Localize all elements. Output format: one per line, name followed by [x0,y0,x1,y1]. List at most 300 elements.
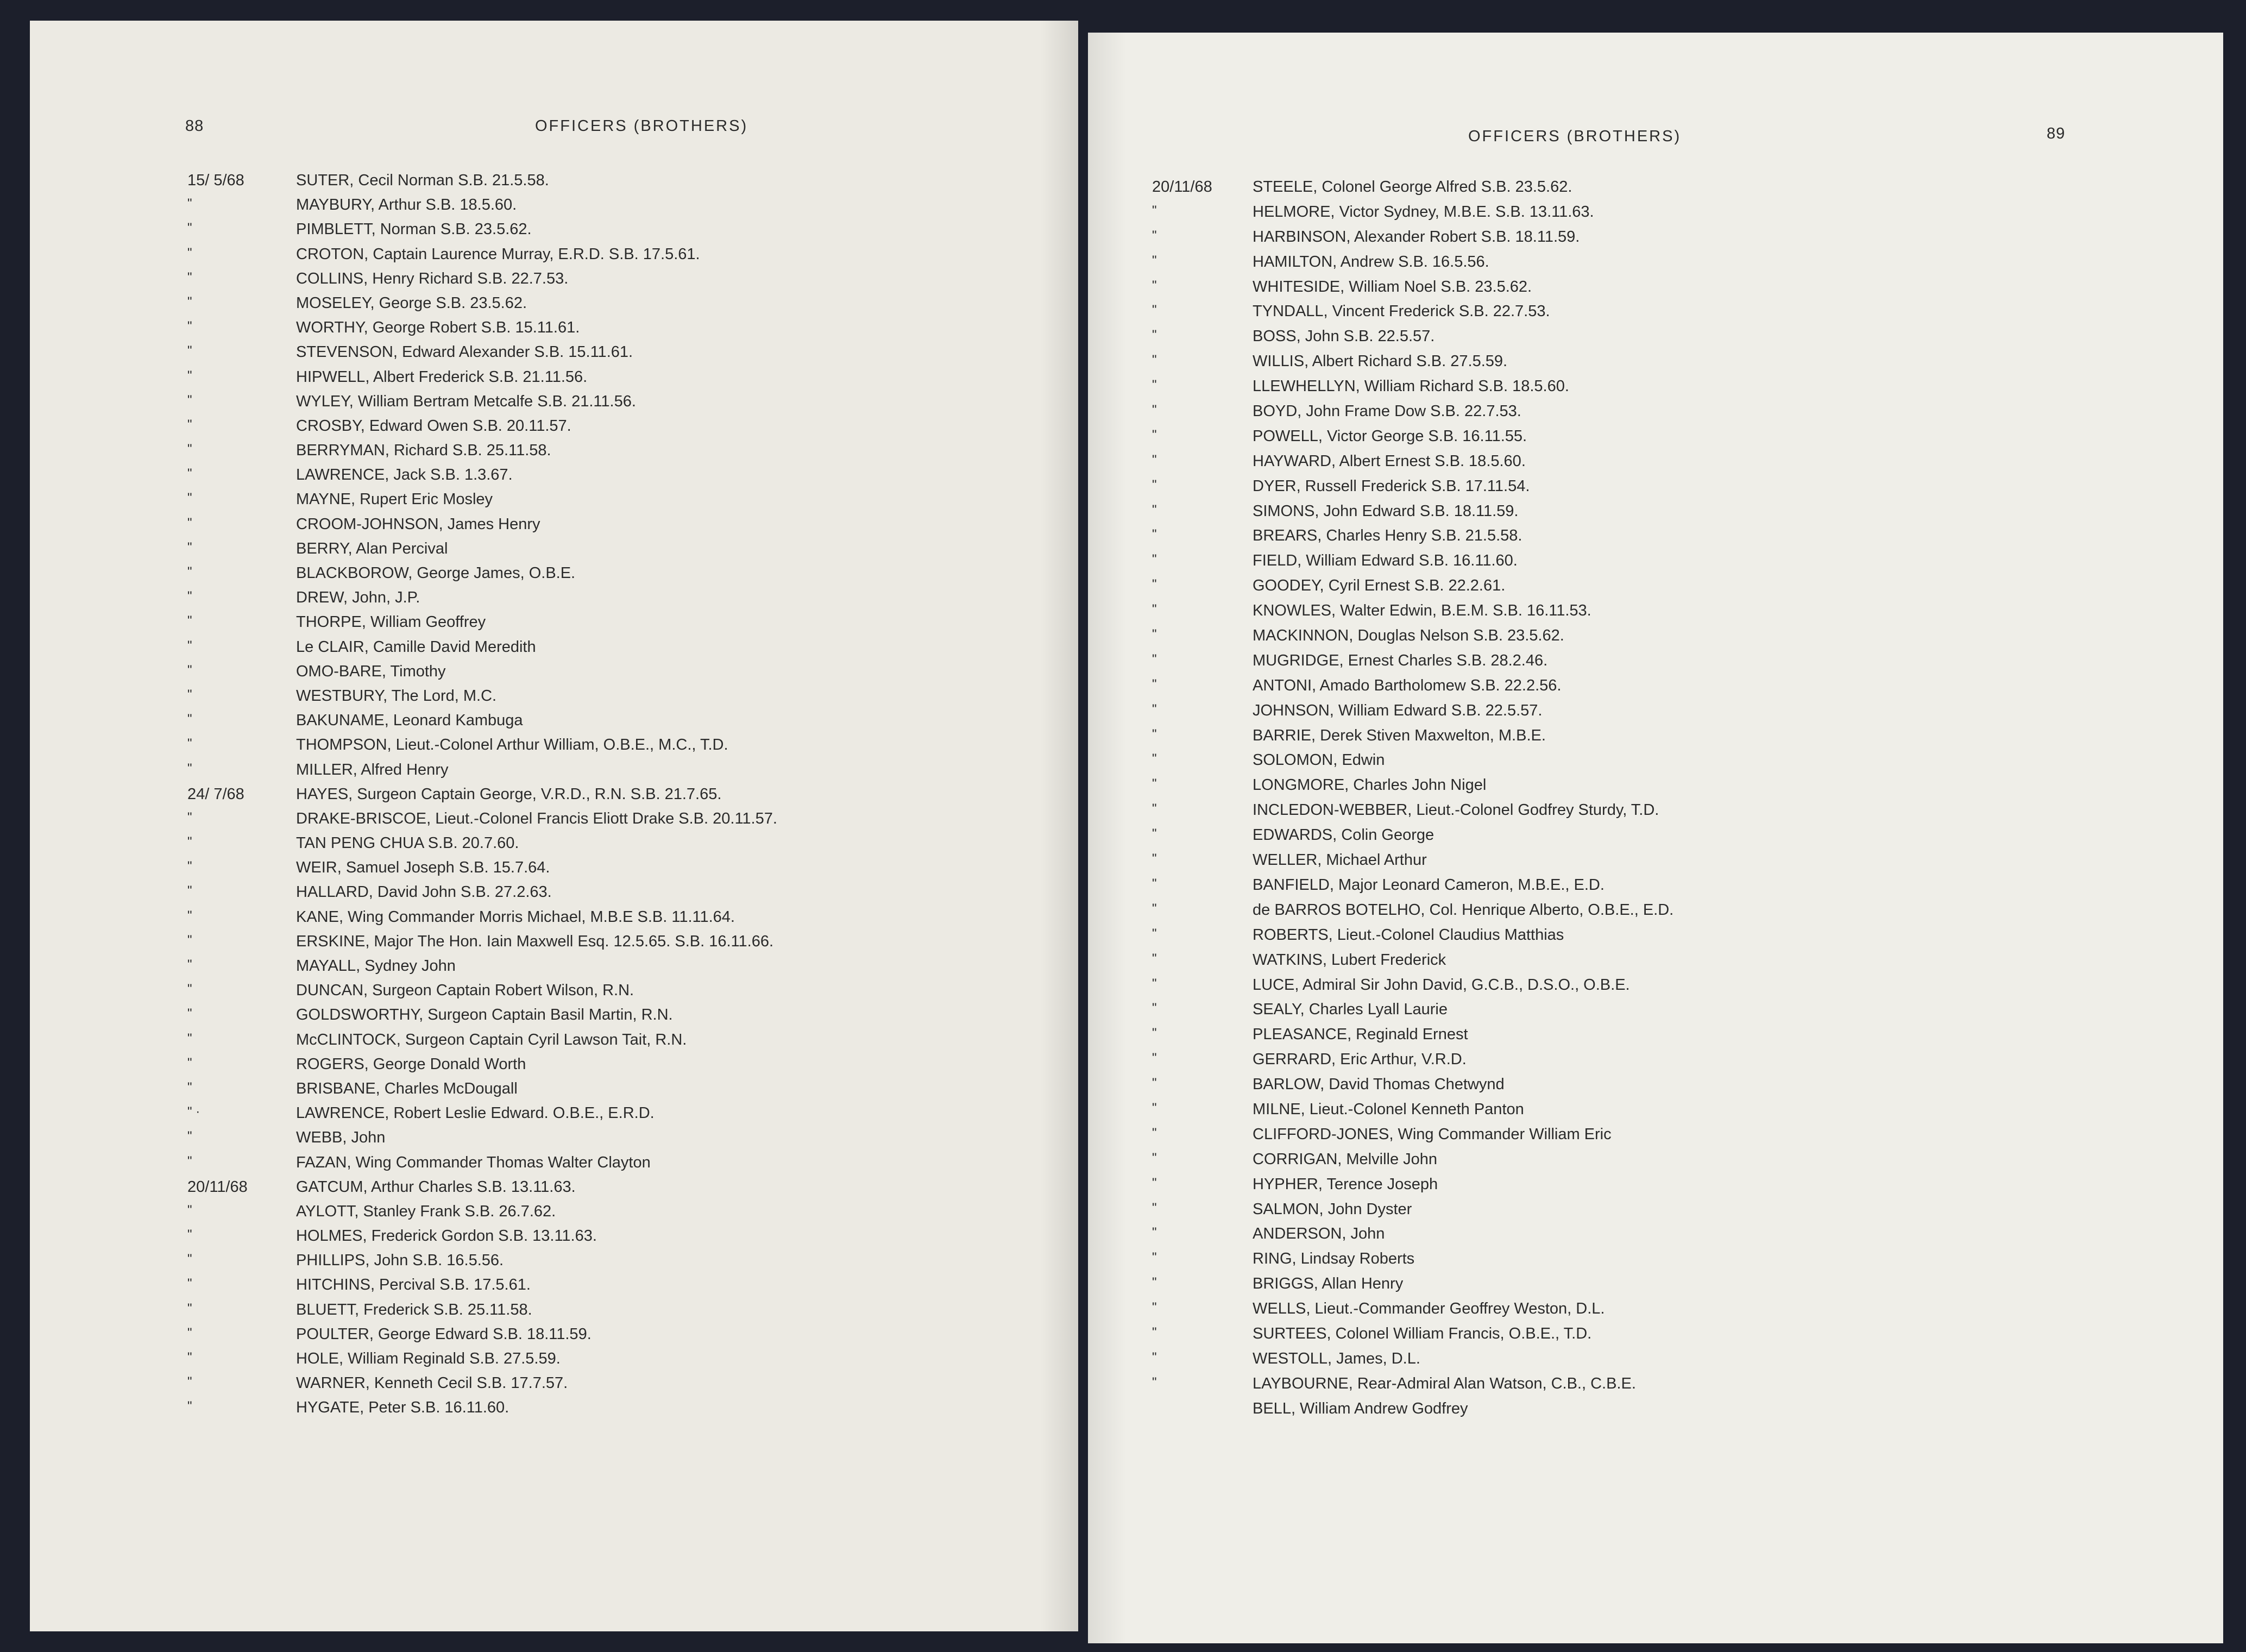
officer-entry [1088,1275,2207,1300]
entry-name: MAYALL, Sydney John [296,957,456,975]
entry-date: " [187,932,192,947]
entry-date: " [1152,477,1157,492]
entry-name: POULTER, George Edward S.B. 18.11.59. [296,1325,592,1343]
entry-name: STEELE, Colonel George Alfred S.B. 23.5.62. [1253,178,1572,196]
entry-date: " [1152,1100,1157,1115]
officer-entry [1088,228,2207,253]
entry-name: WATKINS, Lubert Frederick [1253,951,1446,969]
entry-name: HYGATE, Peter S.B. 16.11.60. [296,1399,509,1417]
entry-date: " [187,392,192,407]
entry-name: JOHNSON, William Edward S.B. 22.5.57. [1253,701,1543,719]
officer-entry [1088,876,2207,901]
entry-date: " [1152,403,1157,418]
entry-date: " [187,1006,192,1021]
entry-name: de BARROS BOTELHO, Col. Henrique Alberto, O.B.E., E.D. [1253,901,1674,919]
entry-name: THORPE, William Geoffrey [296,613,486,631]
entry-name: ANDERSON, John [1253,1225,1385,1243]
entry-date: " [1152,577,1157,592]
entry-date: 20/11/68 [187,1178,248,1196]
entry-name: HALLARD, David John S.B. 27.2.63. [296,883,552,901]
entry-date: " [187,687,192,702]
entry-date: " [187,1252,192,1267]
entry-name: THOMPSON, Lieut.-Colonel Arthur William, O.B.E., M.C., T.D. [296,736,728,754]
officer-entry [30,1399,1062,1423]
entry-name: CROTON, Captain Laurence Murray, E.R.D. S.B. 17.5.61. [296,245,700,263]
officer-entry [1088,652,2207,677]
officer-entry [1088,428,2207,453]
entry-name: AYLOTT, Stanley Frank S.B. 26.7.62. [296,1202,556,1220]
officer-entry [30,294,1062,319]
entry-date: " [187,196,192,211]
entry-name: BERRYMAN, Richard S.B. 25.11.58. [296,442,551,460]
entry-date: " [187,1153,192,1169]
entry-date: " [187,662,192,677]
officer-entry [30,1178,1062,1203]
entry-date: " [187,491,192,506]
officer-entry [1088,926,2207,951]
entry-name: DYER, Russell Frederick S.B. 17.11.54. [1253,477,1530,495]
entry-date: " [187,515,192,530]
entry-name: GOODEY, Cyril Ernest S.B. 22.2.61. [1253,577,1506,595]
entry-date: " [1152,278,1157,293]
officer-entry [30,1276,1062,1301]
entry-date: " [1152,228,1157,243]
entry-name: LAWRENCE, Jack S.B. 1.3.67. [296,466,513,484]
officer-entry [30,319,1062,343]
officer-entry [1088,627,2207,652]
entry-date: " [187,1399,192,1414]
entry-name: TYNDALL, Vincent Frederick S.B. 22.7.53. [1253,303,1550,321]
entry-date: 20/11/68 [1152,178,1212,196]
entry-date: " [187,834,192,850]
entry-date: 15/ 5/68 [187,172,244,189]
officer-entry [30,491,1062,515]
entry-date: " [1152,452,1157,467]
entry-name: SOLOMON, Edwin [1253,751,1385,769]
officer-entry [1088,178,2207,203]
officer-entry [1088,403,2207,428]
entry-name: GERRARD, Eric Arthur, V.R.D. [1253,1051,1467,1069]
entry-name: BAKUNAME, Leonard Kambuga [296,712,523,730]
entry-date: " · [187,1104,200,1120]
entry-date: " [1152,826,1157,841]
entry-date: " [1152,851,1157,866]
officer-entry [30,442,1062,466]
entry-date: " [1152,627,1157,642]
page-number: 89 [2047,125,2066,142]
entry-date: " [187,982,192,997]
entry-name: CLIFFORD-JONES, Wing Commander William Eric [1253,1125,1612,1143]
officer-entry [30,1080,1062,1104]
entry-date: " [1152,303,1157,318]
entry-date: " [1152,427,1157,442]
entry-date: " [187,1031,192,1046]
entry-name: DREW, John, J.P. [296,589,420,607]
entry-date: " [187,564,192,579]
officer-entry [30,393,1062,417]
entry-name: GOLDSWORTHY, Surgeon Captain Basil Martin, R.N. [296,1006,673,1024]
officer-entry [1088,751,2207,776]
entry-date: " [187,1202,192,1217]
entry-name: EDWARDS, Colin George [1253,826,1435,844]
officer-entry [30,368,1062,393]
entry-date: 24/ 7/68 [187,785,244,803]
entry-date: " [1152,1001,1157,1016]
entry-name: Le CLAIR, Camille David Meredith [296,638,536,656]
entry-date: " [1152,726,1157,742]
entry-name: CORRIGAN, Melville John [1253,1150,1438,1168]
entry-name: BRISBANE, Charles McDougall [296,1079,518,1097]
entry-date: " [187,859,192,874]
officer-entry [30,957,1062,982]
officer-entry [1088,1001,2207,1026]
officer-entry [30,1350,1062,1374]
entry-name: HAMILTON, Andrew S.B. 16.5.56. [1253,253,1489,271]
entry-name: PIMBLETT, Norman S.B. 23.5.62. [296,221,532,238]
officer-entry [30,172,1062,196]
officer-entry [30,246,1062,270]
officer-entry [30,1252,1062,1276]
entry-name: HITCHINS, Percival S.B. 17.5.61. [296,1276,531,1294]
officer-entry [30,540,1062,564]
officer-entry [1088,1325,2207,1350]
officer-entry [1088,278,2207,303]
entry-date: " [1152,502,1157,517]
entry-date: " [187,736,192,751]
officer-entry [1088,1201,2207,1226]
entry-date: " [1152,751,1157,767]
entry-date: " [187,1079,192,1095]
officer-entry [30,908,1062,933]
entry-name: HAYES, Surgeon Captain George, V.R.D., R.N. S.B. 21.7.65. [296,785,722,803]
officer-entry [1088,976,2207,1001]
officer-entry [30,1203,1062,1227]
entry-date: " [187,539,192,555]
page-header: OFFICERS (BROTHERS) [535,117,748,135]
officer-entry [1088,577,2207,602]
entry-date: " [187,1055,192,1070]
entry-name: HELMORE, Victor Sydney, M.B.E. S.B. 13.11.63. [1253,203,1594,221]
officer-entry [30,786,1062,810]
entry-name: MILNE, Lieut.-Colonel Kenneth Panton [1253,1100,1524,1118]
entry-name: WELLS, Lieut.-Commander Geoffrey Weston, D.L. [1253,1300,1605,1318]
entry-name: BREARS, Charles Henry S.B. 21.5.58. [1253,527,1523,545]
entry-name: WESTBURY, The Lord, M.C. [296,687,497,705]
entry-name: BERRY, Alan Percival [296,539,448,557]
entry-name: WYLEY, William Bertram Metcalfe S.B. 21.11.56. [296,392,636,410]
entry-date: " [1152,901,1157,916]
entry-date: " [187,269,192,285]
entry-date: " [1152,203,1157,218]
entry-date: " [187,1301,192,1316]
entry-date: " [1152,1250,1157,1265]
entry-date: " [1152,1175,1157,1190]
entry-date: " [187,1350,192,1365]
officer-entry [1088,1400,2207,1425]
entry-date: " [1152,1374,1157,1390]
entry-name: SALMON, John Dyster [1253,1200,1412,1218]
entry-name: SUTER, Cecil Norman S.B. 21.5.58. [296,172,549,189]
entry-name: MAYNE, Rupert Eric Mosley [296,491,493,508]
entry-date: " [1152,1076,1157,1091]
entry-name: KNOWLES, Walter Edwin, B.E.M. S.B. 16.11.53. [1253,602,1591,620]
officer-entry [1088,303,2207,328]
officer-entry [30,1129,1062,1153]
entry-name: ERSKINE, Major The Hon. Iain Maxwell Esq. 12.5.65. S.B. 16.11.66. [296,932,774,950]
entry-date: " [1152,876,1157,891]
entry-date: " [187,319,192,334]
entry-date: " [187,245,192,260]
entry-name: TAN PENG CHUA S.B. 20.7.60. [296,834,519,852]
entry-date: " [187,957,192,972]
entry-date: " [187,589,192,604]
entry-name: KANE, Wing Commander Morris Michael, M.B.E S.B. 11.11.64. [296,908,735,926]
entry-name: CROOM-JOHNSON, James Henry [296,515,540,533]
officer-entry [1088,1151,2207,1176]
entry-name: WEBB, John [296,1129,386,1147]
entry-name: WORTHY, George Robert S.B. 15.11.61. [296,319,580,337]
officer-entry [1088,552,2207,577]
entry-date: " [187,638,192,653]
officer-entry [1088,1076,2207,1101]
officer-entry [1088,1225,2207,1250]
officer-entry [30,933,1062,957]
officer-entry [1088,801,2207,826]
entry-name: FAZAN, Wing Commander Thomas Walter Clayton [296,1153,651,1171]
officer-entry [30,516,1062,540]
entry-date: " [1152,1026,1157,1041]
officer-entry [30,1301,1062,1326]
entry-name: WHITESIDE, William Noel S.B. 23.5.62. [1253,278,1532,296]
officer-entry [30,687,1062,712]
entry-date: " [187,809,192,825]
entry-date: " [187,761,192,776]
entry-name: ROGERS, George Donald Worth [296,1055,526,1073]
officer-entry [30,343,1062,368]
entry-name: RING, Lindsay Roberts [1253,1250,1415,1268]
officer-entry [1088,1026,2207,1051]
entry-name: OMO-BARE, Timothy [296,662,446,680]
entry-name: McCLINTOCK, Surgeon Captain Cyril Lawson Tait, R.N. [296,1031,687,1048]
entry-name: FIELD, William Edward S.B. 16.11.60. [1253,552,1518,570]
entry-date: " [1152,701,1157,717]
entry-date: " [1152,527,1157,542]
officer-entry [1088,527,2207,552]
entry-date: " [1152,353,1157,368]
entry-name: SIMONS, John Edward S.B. 18.11.59. [1253,502,1519,520]
entry-name: CROSBY, Edward Owen S.B. 20.11.57. [296,417,571,435]
entry-name: BOSS, John S.B. 22.5.57. [1253,328,1435,346]
entry-date: " [1152,1200,1157,1215]
entry-date: " [1152,378,1157,393]
left-page [30,21,1078,1631]
entry-name: DUNCAN, Surgeon Captain Robert Wilson, R.N. [296,982,634,1000]
officer-entry [30,196,1062,221]
entry-date: " [1152,1275,1157,1290]
entry-name: WELLER, Michael Arthur [1253,851,1427,869]
officer-entry [1088,851,2207,876]
entry-name: PLEASANCE, Reginald Ernest [1253,1026,1468,1044]
officer-entry [1088,602,2207,627]
entry-date: " [187,466,192,481]
entry-date: " [187,1325,192,1340]
entry-date: " [1152,951,1157,966]
entry-date: " [1152,976,1157,991]
right-page [1088,33,2223,1643]
entry-name: HAYWARD, Albert Ernest S.B. 18.5.60. [1253,452,1526,470]
entry-date: " [187,221,192,236]
entry-name: BRIGGS, Allan Henry [1253,1275,1404,1293]
entry-name: BELL, William Andrew Godfrey [1253,1399,1468,1417]
officer-entry [30,1056,1062,1080]
officer-entry [1088,253,2207,278]
entry-name: LLEWHELLYN, William Richard S.B. 18.5.60. [1253,378,1569,395]
entry-date: " [1152,1324,1157,1340]
entry-date: " [1152,676,1157,692]
entry-name: MILLER, Alfred Henry [296,761,449,778]
officer-entry [30,736,1062,761]
page-number: 88 [185,117,204,135]
officer-entry [1088,1350,2207,1375]
entry-name: BLACKBOROW, George James, O.B.E. [296,564,576,582]
officer-entry [30,638,1062,663]
officer-entry [1088,453,2207,478]
entry-name: BARLOW, David Thomas Chetwynd [1253,1076,1505,1094]
officer-entry [30,883,1062,908]
entry-date: " [1152,1150,1157,1165]
officer-entry [1088,1375,2207,1400]
entry-name: ANTONI, Amado Bartholomew S.B. 22.2.56. [1253,676,1562,694]
entry-name: BARRIE, Derek Stiven Maxwelton, M.B.E. [1253,726,1546,744]
officer-entry [1088,1126,2207,1151]
entry-date: " [1152,1051,1157,1066]
officer-list [30,172,1062,1424]
officer-entry [1088,727,2207,752]
entry-name: POWELL, Victor George S.B. 16.11.55. [1253,427,1527,445]
officer-entry [1088,478,2207,502]
officer-list [1088,178,2207,1425]
officer-entry [30,1374,1062,1399]
officer-entry [30,564,1062,589]
officer-entry [30,1154,1062,1178]
entry-name: WESTOLL, James, D.L. [1253,1349,1420,1367]
entry-name: STEVENSON, Edward Alexander S.B. 15.11.61. [296,343,633,361]
entry-date: " [187,712,192,727]
officer-entry [30,589,1062,613]
entry-name: MOSELEY, George S.B. 23.5.62. [296,294,527,312]
entry-date: " [1152,253,1157,268]
entry-name: HARBINSON, Alexander Robert S.B. 18.11.59. [1253,228,1580,246]
entry-name: WARNER, Kenneth Cecil S.B. 17.7.57. [296,1374,568,1392]
entry-date: " [1152,602,1157,617]
officer-entry [30,712,1062,736]
officer-entry [1088,1101,2207,1126]
entry-date: " [187,1129,192,1144]
officer-entry [1088,677,2207,702]
entry-name: PHILLIPS, John S.B. 16.5.56. [296,1252,504,1270]
entry-name: WEIR, Samuel Joseph S.B. 15.7.64. [296,859,550,877]
entry-name: HIPWELL, Albert Frederick S.B. 21.11.56. [296,368,588,386]
officer-entry [1088,1176,2207,1201]
officer-entry [30,1006,1062,1031]
entry-name: MAYBURY, Arthur S.B. 18.5.60. [296,196,517,214]
officer-entry [30,1104,1062,1129]
entry-date: " [1152,651,1157,667]
officer-entry [30,663,1062,687]
entry-name: ROBERTS, Lieut.-Colonel Claudius Matthias [1253,926,1564,944]
entry-date: " [1152,1225,1157,1240]
page-header: OFFICERS (BROTHERS) [1468,128,1682,145]
officer-entry [1088,328,2207,353]
officer-entry [1088,203,2207,228]
entry-name: LONGMORE, Charles John Nigel [1253,776,1487,794]
entry-name: HOLMES, Frederick Gordon S.B. 13.11.63. [296,1227,597,1245]
entry-name: GATCUM, Arthur Charles S.B. 13.11.63. [296,1178,576,1196]
officer-entry [30,1227,1062,1252]
entry-date: " [187,1227,192,1242]
entry-date: " [187,417,192,432]
entry-name: SURTEES, Colonel William Francis, O.B.E., T.D. [1253,1324,1592,1342]
officer-entry [30,810,1062,834]
entry-name: MUGRIDGE, Ernest Charles S.B. 28.2.46. [1253,651,1548,669]
entry-name: COLLINS, Henry Richard S.B. 22.7.53. [296,269,569,287]
officer-entry [30,1326,1062,1350]
entry-date: " [187,442,192,457]
entry-name: BANFIELD, Major Leonard Cameron, M.B.E., E.D. [1253,876,1605,894]
officer-entry [30,417,1062,442]
officer-entry [1088,1250,2207,1275]
entry-date: " [1152,1349,1157,1365]
entry-name: BLUETT, Frederick S.B. 25.11.58. [296,1301,532,1318]
officer-entry [1088,776,2207,801]
entry-date: " [1152,801,1157,816]
officer-entry [1088,378,2207,403]
entry-name: LAWRENCE, Robert Leslie Edward. O.B.E., E.R.D. [296,1104,655,1122]
entry-date: " [187,343,192,359]
entry-date: " [1152,1125,1157,1140]
entry-date: " [1152,328,1157,343]
entry-name: BOYD, John Frame Dow S.B. 22.7.53. [1253,403,1521,420]
entry-date: " [187,1374,192,1390]
officer-entry [1088,1300,2207,1325]
entry-date: " [1152,776,1157,792]
entry-name: HYPHER, Terence Joseph [1253,1175,1438,1193]
entry-date: " [187,883,192,899]
entry-name: SEALY, Charles Lyall Laurie [1253,1001,1448,1019]
entry-date: " [187,908,192,923]
officer-entry [30,834,1062,859]
officer-entry [1088,353,2207,378]
officer-entry [30,982,1062,1006]
officer-entry [30,221,1062,245]
officer-entry [1088,1051,2207,1076]
entry-date: " [1152,1300,1157,1315]
entry-date: " [187,613,192,629]
entry-name: WILLIS, Albert Richard S.B. 27.5.59. [1253,353,1508,370]
entry-date: " [187,1276,192,1291]
officer-entry [30,466,1062,491]
entry-date: " [1152,926,1157,941]
entry-date: " [1152,552,1157,567]
entry-date: " [187,368,192,383]
officer-entry [1088,826,2207,851]
entry-name: INCLEDON-WEBBER, Lieut.-Colonel Godfrey Sturdy, T.D. [1253,801,1659,819]
officer-entry [1088,901,2207,926]
entry-name: MACKINNON, Douglas Nelson S.B. 23.5.62. [1253,627,1564,645]
officer-entry [30,613,1062,638]
officer-entry [30,859,1062,883]
officer-entry [30,1031,1062,1056]
